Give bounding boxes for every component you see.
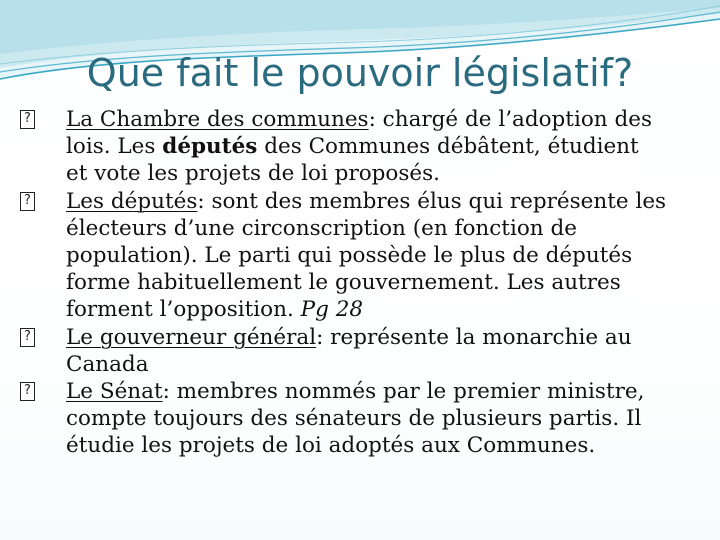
item-line — [66, 296, 690, 323]
item-line: étudie les projets de loi adoptés aux Communes. — [66, 433, 596, 459]
list-item — [20, 106, 690, 188]
list-item — [20, 378, 690, 460]
missing-glyph-icon — [20, 110, 35, 129]
missing-glyph-icon — [20, 382, 35, 401]
item-line: Canada — [66, 351, 149, 377]
list-item — [20, 324, 690, 378]
missing-glyph-icon — [20, 192, 35, 211]
page-reference: Pg 28 — [300, 297, 364, 323]
item-strong-text: députés — [162, 134, 258, 160]
item-text: : représente la monarchie au — [316, 324, 632, 350]
bullet-list — [20, 106, 690, 460]
item-text: lois. Les — [66, 134, 163, 160]
item-text: des Communes débâtent, étudient — [257, 134, 639, 160]
item-line — [66, 133, 690, 160]
item-line — [66, 378, 690, 405]
item-line — [66, 188, 690, 215]
item-line — [66, 324, 690, 351]
term: Les députés — [66, 188, 198, 214]
item-text: : chargé de l’adoption des — [368, 107, 652, 132]
item-line: forme habituellement le gouvernement. Les autres — [66, 270, 621, 296]
list-item — [20, 188, 690, 324]
item-line: population). Le parti qui possède le plus de députés — [66, 243, 633, 269]
item-line: compte toujours des sénateurs de plusieurs partis. Il — [66, 406, 642, 432]
item-line: et vote les projets de loi proposés. — [66, 161, 441, 187]
term: Le Sénat — [66, 379, 163, 405]
item-line: électeurs d’une circonscription (en fonction de — [66, 215, 577, 241]
missing-glyph-icon — [20, 328, 35, 347]
item-text: : membres nommés par le premier ministre, — [162, 379, 645, 405]
item-line — [66, 106, 690, 133]
term: La Chambre des communes — [66, 107, 369, 132]
item-text: forment l’opposition. — [66, 297, 301, 323]
term: Le gouverneur général — [66, 324, 317, 350]
page-title: Que fait le pouvoir législatif? — [86, 51, 634, 95]
item-text: : sont des membres élus qui représente les — [197, 188, 667, 214]
